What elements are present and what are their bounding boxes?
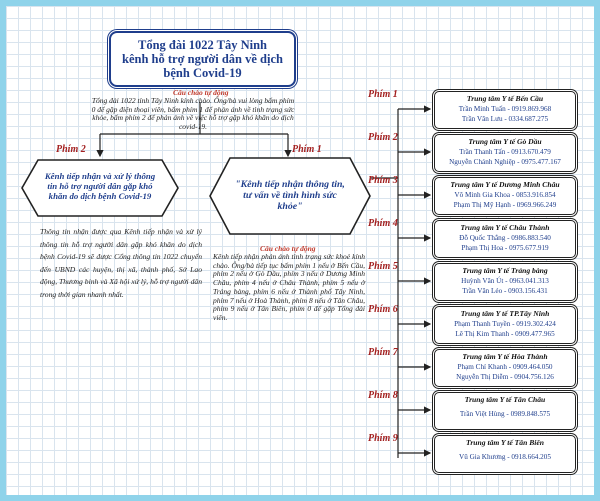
title-line-3: bệnh Covid-19: [163, 66, 242, 80]
health-center-contact-1: Trần Thanh Tấn - 0913.670.479: [459, 148, 551, 156]
title-line-2: kênh hỗ trợ người dân về dịch: [122, 52, 283, 66]
health-center-card: [434, 392, 576, 430]
health-center-contact-2: Phạm Thị Mỹ Hạnh - 0969.966.249: [453, 201, 557, 209]
key-2-label: Phím 2: [56, 144, 86, 155]
right-key-label: Phím 7: [368, 347, 398, 358]
right-key-label: Phím 8: [368, 390, 398, 401]
health-center-name: Trung tâm Y tế TP.Tây Ninh: [460, 309, 550, 318]
right-key-label: Phím 2: [368, 132, 398, 143]
right-key-label: Phím 6: [368, 304, 398, 315]
greeting-text: Tổng đài 1022 tỉnh Tây Ninh kính chào. Ông/bà vui lòng bấm phím 0 để gặp điện thoại viên, bấm phím 1 để phản ánh về tình trạng sức khỏe, bấm phím 2 để phản ánh về việc hỗ trợ gặp khó khăn do dịch covid-19.: [91, 96, 295, 131]
health-center-contact-1: Võ Minh Gia Khoa - 0853.916.854: [454, 191, 556, 199]
health-center-name: Trung tâm Y tế Trảng bàng: [462, 266, 548, 275]
health-center-card: [434, 177, 576, 215]
health-center-contact-2: Trần Văn Léo - 0903.156.431: [462, 287, 548, 295]
health-center-contact-1: Trần Minh Tuấn - 0919.869.968: [458, 105, 552, 113]
key-1-heading: Câu chào tự động: [260, 244, 316, 253]
health-center-contact-2: Lê Thị Kim Thanh - 0909.477.965: [455, 330, 555, 338]
health-center-contact-1: Vũ Gia Khương - 0918.664.205: [459, 453, 551, 461]
health-center-card: [434, 134, 576, 172]
health-center-name: Trung tâm Y tế Dương Minh Châu: [450, 180, 560, 189]
health-center-card: [434, 220, 576, 258]
right-key-label: Phím 4: [368, 218, 398, 229]
right-key-label: Phím 5: [368, 261, 398, 272]
health-center-name: Trung tâm Y tế Tân Châu: [464, 395, 546, 404]
health-center-contact-2: Phạm Thị Hoa - 0975.677.919: [461, 244, 549, 252]
key-1-box: [208, 156, 372, 236]
health-center-contact-2: Trần Văn Lưu - 0334.687.275: [461, 115, 549, 123]
key-1-label: Phím 1: [292, 144, 322, 155]
health-center-contact-2: Nguyễn Thị Diễm - 0904.756.126: [456, 373, 554, 381]
health-center-contact-1: Huỳnh Văn Út - 0963.041.313: [461, 277, 549, 285]
right-key-label: Phím 9: [368, 433, 398, 444]
key-1-description: Kênh tiếp nhận phản ánh tình trạng sức khoẻ kính chào. Ông/bà tiếp tục bấm phím 1 nếu ở Bến Cầu, phím 2 nếu ở Gò Dầu, phím 3 nếu ở Dương Minh Châu, phím 4 nếu ở Châu Thành, phím 5 nếu ở Trảng bàng, phím 6 nếu ở Thành phố Tây Ninh, phím 7 nếu ở Hoà Thành, phím 8 nếu ở Tân Châu, phím 9 nếu ở Tân Biên, phím 0 để gặp Tổng đài viên.: [213, 252, 365, 322]
key-1-box-text: "Kênh tiếp nhận thông tin, tư vấn về tình hình sức khỏe": [235, 179, 345, 212]
right-key-label: Phím 1: [368, 89, 398, 100]
health-center-contact-1: Phạm Chí Khanh - 0909.464.050: [457, 363, 553, 371]
health-center-contact-1: Trần Việt Hùng - 0989.848.575: [459, 410, 551, 418]
health-center-contact-1: Đỗ Quốc Thắng - 0986.883.540: [459, 234, 551, 242]
health-center-card: [434, 349, 576, 387]
health-center-contact-2: Nguyễn Chánh Nghiệp - 0975.477.167: [449, 158, 561, 166]
key-2-box-text: Kênh tiếp nhận và xử lý thông tin hỗ trợ người dân gặp khó khăn do dịch bệnh Covid-19: [44, 171, 156, 201]
title-box: [109, 31, 296, 87]
key-2-box: [20, 158, 180, 218]
diagram-canvas: [6, 6, 594, 495]
health-center-name: Trung tâm Y tế Tân Biên: [466, 438, 544, 447]
health-center-name: Trung tâm Y tế Hòa Thành: [462, 352, 548, 361]
health-center-card: [434, 306, 576, 344]
health-center-card: [434, 91, 576, 129]
health-center-name: Trung tâm Y tế Châu Thành: [460, 223, 550, 232]
title-line-1: Tổng đài 1022 Tây Ninh: [138, 38, 267, 52]
health-center-card: [434, 435, 576, 473]
greeting-heading: Câu chào tự động: [173, 88, 229, 97]
health-center-contact-1: Phạm Thanh Tuyền - 0919.302.424: [454, 320, 556, 328]
health-center-name: Trung tâm Y tế Gò Dầu: [468, 137, 542, 146]
health-center-card: [434, 263, 576, 301]
health-center-name: Trung tâm Y tế Bến Cầu: [466, 94, 544, 103]
right-key-label: Phím 3: [368, 175, 398, 186]
key-2-description: Thông tin nhận được qua Kênh tiếp nhận và xử lý thông tin hỗ trợ người dân gặp khó khăn do dịch bệnh Covid-19 sẽ được Cổng thông tin 1022 chuyển đến UBND các huyện, thị xã, thành phố, Sở Lao động, Thương binh và Xã hội xử lý, hỗ trợ người dân trong thời gian nhanh nhất.: [40, 227, 202, 299]
